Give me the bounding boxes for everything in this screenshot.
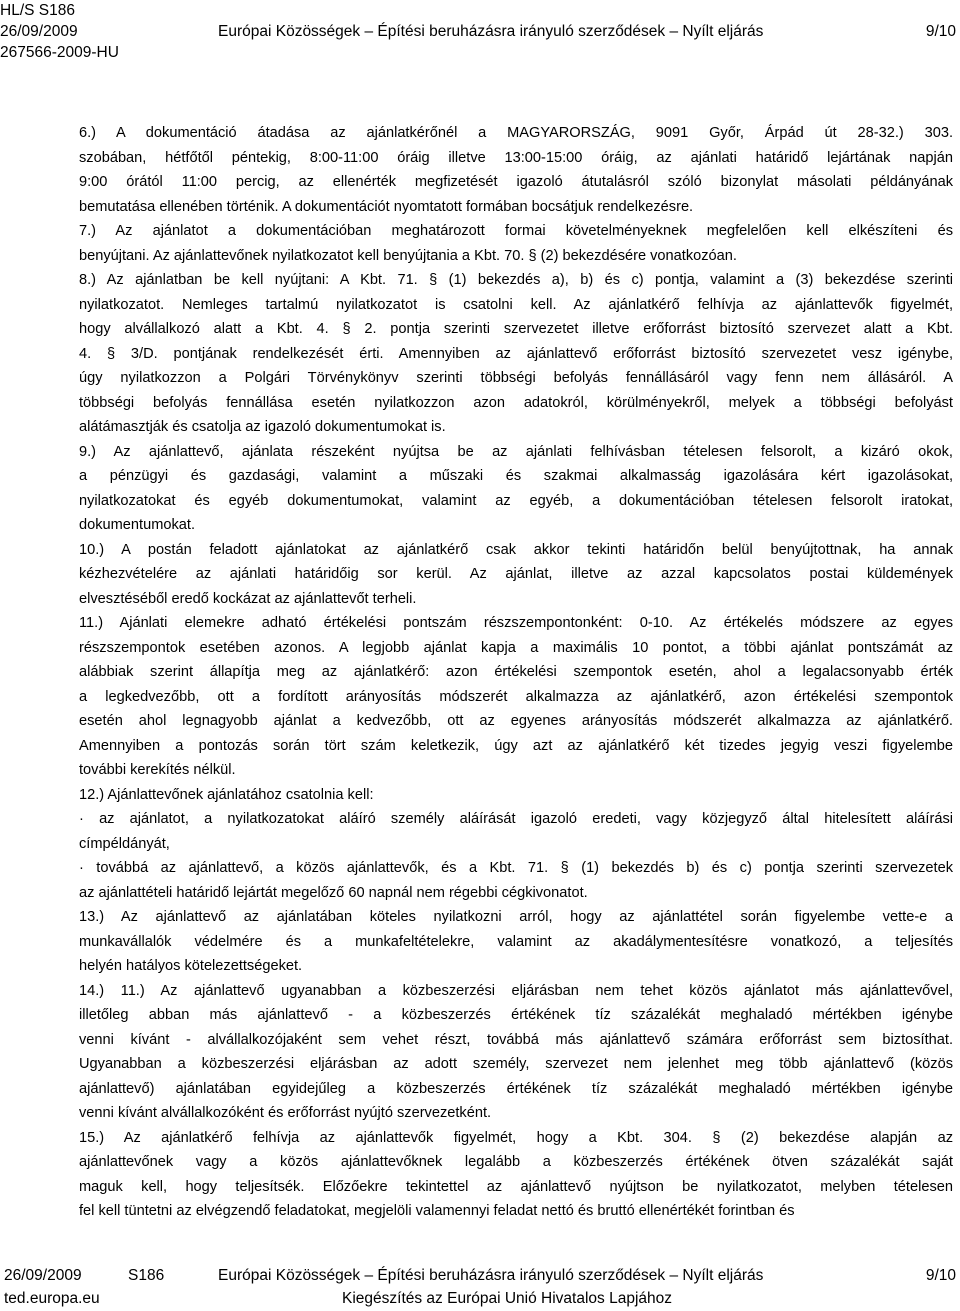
body-line: venni kívánt alvállalkozóként és erőforrást nyújtó szervezetként. <box>79 1105 492 1121</box>
body-line: szobában, hétfőtől péntekig, 8:00-11:00 óráig illetve 13:00-15:00 óráig, az ajánlati határidő lejártának napján <box>79 149 953 166</box>
body-line: ajánlattevőnek vagy a közös ajánlattevőknek legalább a közbeszerzés értékének ötven százalékát saját <box>79 1154 953 1170</box>
body-line: · továbbá az ajánlattevő, a közös ajánlattevők, és a Kbt. 71. § (1) bekezdés b) és c) pontja szerinti szervezetek <box>79 860 953 876</box>
body-line: venni kívánt - alvállalkozójaként sem vehet részt, továbbá más ajánlattevő számára erőforrást sem biztosíthat. <box>79 1031 953 1048</box>
body-line: dokumentumokat. <box>79 517 196 533</box>
document-body <box>79 121 953 1224</box>
header-page-number: 9/10 <box>925 23 956 40</box>
body-line: illetőleg abban más ajánlattevő - a közbeszerzés értékének tíz százalékát meghaladó mértékben igénybe <box>79 1007 953 1023</box>
header-doc-id: HL/S S186 <box>0 2 75 19</box>
footer-series: S186 <box>128 1267 165 1284</box>
body-line: 12.) Ajánlattevőnek ajánlatához csatolnia kell: <box>79 786 374 803</box>
body-line: 14.) 11.) Az ajánlattevő ugyanabban a közbeszerzési eljárásban nem tehet közös ajánlatot más ajánlattevővel, <box>79 982 953 999</box>
body-line: a legkedvezőbb, ott a fordított arányosítás módszerét alkalmazza az ajánlatkérő, azon értékelési szempontok <box>79 688 953 705</box>
footer-title: Európai Közösségek – Építési beruházásra irányuló szerződések – Nyílt eljárás <box>218 1267 764 1284</box>
body-line: nyilatkozatot. Nemleges tartalmú nyilatkozatot is csatolni kell. Az ajánlatkérő felhívja az ajánlattevők figyelmét, <box>79 296 953 313</box>
body-line: a pénzügyi és gazdasági, valamint a műszaki és szakmai alkalmasság igazolására kért igazolásokat, <box>79 468 953 484</box>
body-line: 10.) A postán feladott ajánlatokat az ajánlatkérő csak akkor tekinti határidőn belül benyújtottnak, ha annak <box>79 541 953 558</box>
body-line: bemutatása ellenében történik. A dokumentációt nyomtatott formában bocsátjuk rendelkezésre. <box>79 198 694 215</box>
body-line: úgy nyilatkozzon a Polgári Törvénykönyv szerinti többségi befolyás fennállásáról vagy fenn nem állásáról. A <box>79 370 953 386</box>
footer-publisher: Kiegészítés az Európai Unió Hivatalos Lapjához <box>342 1290 672 1307</box>
body-line: alátámasztják és csatolja az igazoló dokumentumokat is. <box>79 419 446 435</box>
body-line: 13.) Az ajánlattevő az ajánlatában köteles nyilatkozni arról, hogy az ajánlattétel során figyelembe vette-e a <box>79 909 953 925</box>
header-reference: 267566-2009-HU <box>0 44 119 61</box>
body-line: maguk kell, hogy teljesítsék. Előzőekre tekintettel az ajánlattevő nyújtson be nyilatkozatot, melyben tételesen <box>79 1178 953 1195</box>
body-line: címpéldányát, <box>79 835 170 852</box>
body-line: fel kell tüntetni az elvégzendő feladatokat, megjelöli valamennyi feladat nettó és bruttó ellenértékét forintban és <box>79 1203 795 1219</box>
body-line: hogy alvállalkozó alatt a Kbt. 4. § 2. pontja szerinti szervezetet illetve erőforrást biztosító szervezet alatt a Kbt. <box>79 321 953 337</box>
body-line: 11.) Ajánlati elemekre adható értékelési pontszám részszempontonként: 0-10. Az értékelés módszere az egyes <box>79 615 953 631</box>
body-line: 6.) A dokumentáció átadása az ajánlatkérőnél a MAGYARORSZÁG, 9091 Győr, Árpád út 28-32.) 303. <box>79 125 953 141</box>
body-line: 8.) Az ajánlatban be kell nyújtani: A Kbt. 71. § (1) bekezdés a), b) és c) pontja, valamint a (3) bekezdése szerinti <box>79 272 953 288</box>
body-line: többségi befolyás fennállása esetén nyilatkozzon azon adatokról, körülményekről, melyek a többségi befolyást <box>79 394 953 411</box>
body-line: kézhezvételére az ajánlati határidőig sor kerül. Az ajánlat, illetve az azzal kapcsolatos postai küldemények <box>79 566 953 582</box>
body-line: Amennyiben a pontozás során tört szám keletkezik, úgy azt az ajánlatkérő két tizedes jegyig veszi figyelembe <box>79 737 953 754</box>
body-line: Ugyanabban a közbeszerzési eljárásban az adott személy, szervezet nem jelenhet meg több ajánlattevő (közös <box>79 1056 953 1072</box>
body-line: részszempontok esetében azonos. A legjobb ajánlat kapja a maximális 10 pontot, a többi ajánlat pontszámát az <box>79 639 953 656</box>
header-title: Európai Közösségek – Építési beruházásra irányuló szerződések – Nyílt eljárás <box>218 23 764 40</box>
body-line: munkavállalók védelmére és a munkafeltételekre, valamint az akadálymentesítésre vonatkozó, a teljesítés <box>79 933 953 950</box>
body-line: ajánlattevő) ajánlatában egyidejűleg a közbeszerzés értékének tíz százalékát meghaladó mértékben igénybe <box>79 1080 953 1097</box>
body-line: nyilatkozatokat és egyéb dokumentumokat, valamint az egyéb, a dokumentációban tételesen felsorolt iratokat, <box>79 492 953 509</box>
body-line: elvesztéséből eredő kockázat az ajánlattevőt terheli. <box>79 590 417 607</box>
header-date: 26/09/2009 <box>0 23 78 40</box>
body-line: az ajánlattételi határidő lejártát megelőző 60 napnál nem régebbi cégkivonatot. <box>79 884 588 901</box>
body-line: 9.) Az ajánlattevő, ajánlata részeként nyújtsa be az ajánlati felhívásban tételesen felsorolt, a kizáró okok, <box>79 443 953 460</box>
footer-page-number: 9/10 <box>925 1267 956 1284</box>
body-line: további kerekítés nélkül. <box>79 762 236 778</box>
body-line: 7.) Az ajánlatot a dokumentációban meghatározott formai követelményeknek megfelelően kell elkészíteni és <box>79 223 953 239</box>
body-line: · az ajánlatot, a nyilatkozatokat aláíró személy aláírását igazoló eredeti, vagy közjegyző által hitelesített aláírási <box>79 811 953 827</box>
body-line: esetén ahol legnagyobb ajánlat a kedvezőbb, ott az egyenes arányosítás módszerét alkalmazza az ajánlatkérő. <box>79 713 953 729</box>
body-line: 4. § 3/D. pontjának rendelkezését érti. Amennyiben az ajánlattevő erőforrást biztosító szervezetet vesz igénybe, <box>79 345 953 362</box>
body-line: 15.) Az ajánlatkérő felhívja az ajánlattevők figyelmét, hogy a Kbt. 304. § (2) bekezdése alapján az <box>79 1129 953 1146</box>
body-line: alábbiak szerint állapítja meg az ajánlatkérő: azon értékelési szempontok esetén, ahol a legalacsonyabb érték <box>79 664 953 680</box>
body-line: benyújtani. Az ajánlattevőnek nyilatkozatot kell benyújtania a Kbt. 70. § (2) bekezdésére vonatkozóan. <box>79 247 737 264</box>
footer-date: 26/09/2009 <box>4 1267 82 1284</box>
body-line: 9:00 órától 11:00 percig, az ellenérték megfizetését igazoló átutalásról szóló bizonylat másolati példányának <box>79 174 953 190</box>
body-line: helyén hatályos kötelezettségeket. <box>79 958 303 974</box>
footer-site[interactable]: ted.europa.eu <box>4 1290 100 1307</box>
